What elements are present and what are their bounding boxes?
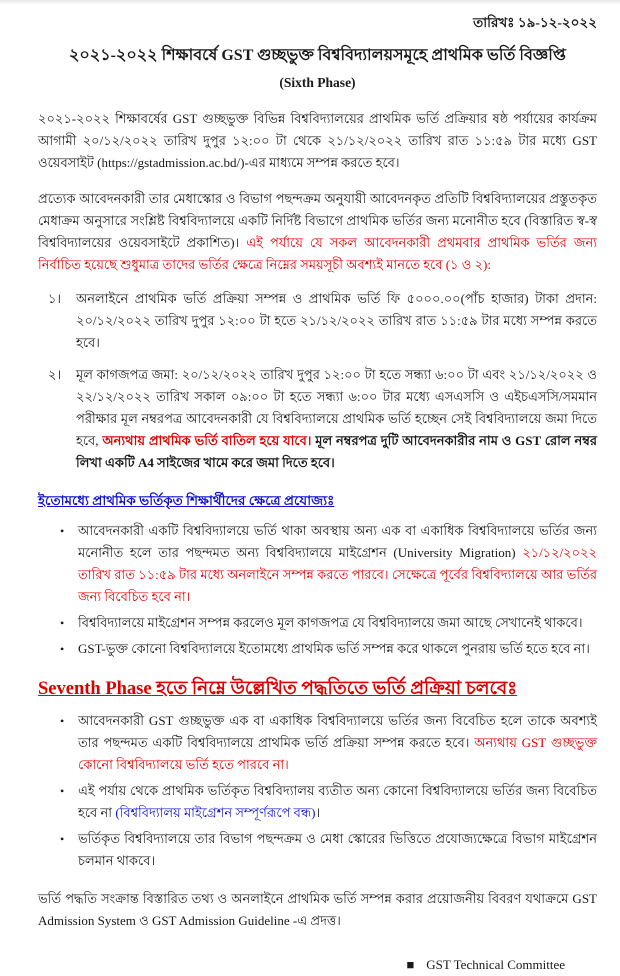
- schedule-item-1-text: অনলাইনে প্রাথমিক ভর্তি প্রক্রিয়া সম্পন্ন ও প্রাথমিক ভর্তি ফি ৫০০০.০০(পাঁচ হাজার) টাকা প্রদান: ২০/১২/২০২২ তারিখ দুপুর ১২:০০ টা হতে ২১/১২/২০২২ তারিখ রাত ১১:৫৯ টার মধ্যে সম্পন্ন করতে হবে।: [76, 291, 597, 350]
- seventh-phase-bullets: [38, 710, 597, 872]
- must-complete-black: আবেদনকারী GST গুচ্ছভুক্ত এক বা একাধিক বিশ্ববিদ্যালয়ে ভর্তির জন্য বিবেচিত হলে তাকে অবশ্যই তার পছন্দমত একটি বিশ্ববিদ্যালয়ে প্রাথমিক ভর্তি প্রক্রিয়া সম্পন্ন করতে হবে।: [78, 713, 597, 750]
- first-time-selected-note: এই পর্যায়ে যে সকল আবেদনকারী প্রথমবার প্রাথমিক ভর্তির জন্য নির্বাচিত হয়েছে শুধুমাত্র তাদের ভর্তির ক্ষেত্রে নিম্নের সময়সূচী অবশ্যই মানতে হবে (১ ও ২):: [38, 235, 597, 272]
- cancellation-warning: অন্যথায় প্রাথমিক ভর্তি বাতিল হয়ে যাবে।: [102, 433, 312, 448]
- page-top-edge: [0, 0, 620, 5]
- documents-submission-text: মূল কাগজপত্র জমা: ২০/১২/২০২২ তারিখ দুপুর ১২:০০ টা হতে সন্ধ্যা ৬:০০ টা এবং ২১/১২/২০২২ ও ২২/১২/২০২২ তারিখ সকাল ০৯:০০ টা হতে সন্ধ্যা ৬:০০ টার মধ্যে এসএসসি ও এইচএসসি/সমমান পরীক্ষার মূল নম্বরপত্র আবেদনকারী যে বিশ্ববিদ্যালয়ে প্রাথমিক ভর্তি হচ্ছেন সেই বিশ্ববিদ্যালয়ে জমা দিতে হবে,: [76, 367, 597, 448]
- seventh-phase-heading: [38, 676, 597, 702]
- department-migration-bullet-text: ভর্তিকৃত বিশ্ববিদ্যালয়ে তার বিভাগ পছন্দক্রম ও মেধা স্কোরের ভিত্তিতে প্রযোজ্যক্ষেত্রে বিভাগ মাইগ্রেশন চলমান থাকবে।: [78, 831, 597, 868]
- merit-paragraph-text: প্রত্যেক আবেদনকারী তার মেধাস্কোর ও বিভাগ পছন্দক্রম অনুযায়ী আবেদনকৃত প্রতিটি বিশ্ববিদ্যালয়ের প্রস্তুতকৃত মেধাক্রম অনুসারে সংশ্লিষ্ট বিশ্ববিদ্যালয়ে একটি নির্দিষ্ট বিভাগে প্রাথমিক ভর্তির জন্য মনোনীত হবে (বিস্তারিত স্ব-স্ব বিশ্ববিদ্যালয়ের ওয়েবসাইটে প্রকাশিত)।: [38, 191, 597, 250]
- black-square-icon: ■: [406, 957, 415, 972]
- seventh-phase-heading-en: Seventh Phase: [38, 679, 152, 699]
- list-item: [60, 780, 597, 824]
- intro-paragraph-text: ২০২১-২০২২ শিক্ষাবর্ষের GST গুচ্ছভুক্ত বিভিন্ন বিশ্ববিদ্যালয়ের প্রাথমিক ভর্তি প্রক্রিয়ার ষষ্ঠ পর্যায়ের কার্যক্রম আগামী ২০/১২/২০২২ তারিখ দুপুর ১২:০০ টা থেকে ২১/১২/২০২২ তারিখ রাত ১১:৫৯ টার মধ্যে GST ওয়েবসাইট (https://gstadmission.ac.bd/)-এর মাধ্যমে সম্পন্ন করতে হবে।: [38, 111, 597, 170]
- sentence-end: ।: [315, 805, 321, 820]
- bullet-icon: •: [60, 524, 65, 538]
- list-item: [60, 828, 597, 872]
- schedule-item-2: [48, 364, 597, 474]
- list-item: [60, 638, 597, 660]
- merit-paragraph: [38, 188, 597, 276]
- bullet-icon: •: [60, 616, 65, 630]
- list-item: [60, 612, 597, 634]
- bullet-icon: •: [60, 642, 65, 656]
- already-admitted-heading: ইতোমধ্যে প্রাথমিক ভর্তিকৃত শিক্ষার্থীদের ক্ষেত্রে প্রযোজ্যঃ: [38, 493, 335, 508]
- schedule-item-1: [48, 288, 597, 354]
- no-other-university-bullet-text: [78, 780, 597, 824]
- intro-paragraph: [38, 108, 597, 174]
- already-admitted-bullets: [38, 520, 597, 660]
- list-item: [60, 520, 597, 608]
- migration-deadline-red: ২১/১২/২০২২ তারিখ রাত ১১:৫৯ টার মধ্যে অনলাইনে সম্পন্ন করতে পারবে। সেক্ষেত্রে পূর্বের বিশ্ববিদ্যালয়ে আর ভর্তির জন্য বিবেচিত হবে না।: [78, 545, 597, 604]
- no-other-university-black: এই পর্যায় থেকে প্রাথমিক ভর্তিকৃত বিশ্ববিদ্যালয় ব্যতীত অন্য কোনো বিশ্ববিদ্যালয়ে ভর্তির জন্য বিবেচিত হবে না: [78, 783, 597, 820]
- schedule-list: [38, 288, 597, 474]
- date-label: তারিখঃ ১৯-১২-২০২২: [473, 15, 597, 30]
- bullet-icon: •: [60, 832, 65, 846]
- notice-title: ২০২১-২০২২ শিক্ষাবর্ষে GST গুচ্ছভুক্ত বিশ্ববিদ্যালয়সমূহে প্রাথমিক ভর্তি বিজ্ঞপ্তি: [69, 47, 566, 64]
- schedule-item-2-text: [76, 364, 597, 474]
- closing-paragraph: ভর্তি পদ্ধতি সংক্রান্ত বিস্তারিত তথ্য ও অনলাইনে প্রাথমিক ভর্তি সম্পন্ন করার প্রয়োজনীয় বিবরণ যথাক্রমে GST Admission System ও GST Admission Guideline -এ প্রদত্ত।: [38, 891, 597, 928]
- migration-closed-blue: (বিশ্ববিদ্যালয় মাইগ্রেশন সম্পূর্ণরূপে বন্ধ): [115, 805, 316, 820]
- migration-bullet-text: [78, 520, 597, 608]
- envelope-instruction: মূল নম্বরপত্র দুটি আবেদনকারীর নাম ও GST রোল নম্বর লিখা একটি A4 সাইজের খামে করে জমা দিতে হবে।: [76, 433, 598, 470]
- list-item: [60, 710, 597, 776]
- no-readmission-bullet-text: GST-ভুক্ত কোনো বিশ্ববিদ্যালয়ে ইতোমধ্যে প্রাথমিক ভর্তি সম্পন্ন করে থাকলে পুনরায় ভর্তি হতে হবে না।: [78, 641, 590, 656]
- bullet-icon: •: [60, 714, 65, 728]
- phase-subtitle: (Sixth Phase): [279, 75, 356, 90]
- documents-stay-bullet-text: বিশ্ববিদ্যালয়ে মাইগ্রেশন সম্পন্ন করলেও মূল কাগজপত্র যে বিশ্ববিদ্যালয়ে জমা আছে সেখানেই থাকবে।: [78, 615, 583, 630]
- must-complete-bullet-text: [78, 710, 597, 776]
- seventh-phase-heading-bn: হতে নিম্নে উল্লেখিত পদ্ধতিতে ভর্তি প্রক্রিয়া চলবেঃ: [151, 679, 518, 699]
- committee-signature: [38, 954, 597, 976]
- schedule-item-2-number: ২।: [48, 367, 62, 382]
- bullet-icon: •: [60, 784, 65, 798]
- otherwise-no-admission-red: অন্যথায় GST গুচ্ছভুক্ত কোনো বিশ্ববিদ্যালয়ে ভর্তি হতে পারবে না।: [78, 735, 597, 772]
- schedule-item-1-number: ১।: [48, 291, 62, 306]
- committee-name: GST Technical Committee: [426, 957, 565, 972]
- migration-bullet-black: আবেদনকারী একটি বিশ্ববিদ্যালয়ে ভর্তি থাকা অবস্থায় অন্য এক বা একাধিক বিশ্ববিদ্যালয়ে ভর্তির জন্য মনোনীত হলে তার পছন্দমত অন্য বিশ্ববিদ্যালয়ে মাইগ্রেশন (University Migration): [78, 523, 597, 560]
